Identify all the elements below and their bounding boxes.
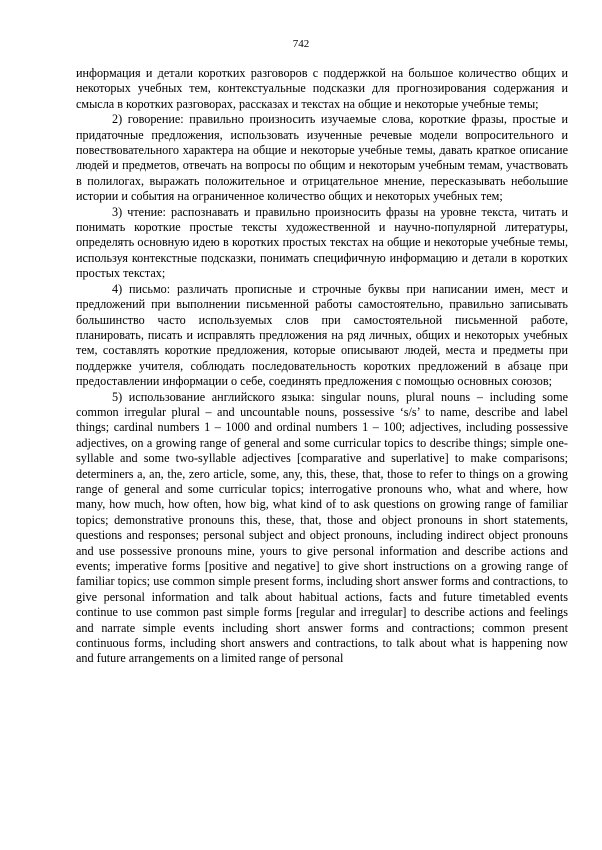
paragraph-writing: 4) письмо: различать прописные и строчные буквы при написании имен, мест и предложений при выполнении письменной работы самостоятельно, правильно записывать большинство часто используемых слов при самостоятельной письменной работе, планировать, писать и исправлять предложения на ряд личных, общих и некоторых учебных тем, составлять короткие предложения, которые описывают людей, места и предметы при поддержке учителя, соблюдать последовательность коротких предложений в абзаце при предоставлении информации о себе, соединять предложения с помощью основных союзов; (76, 281, 568, 389)
page-number: 742 (292, 38, 310, 50)
paragraph-listening-continuation: информация и детали коротких разговоров с поддержкой на большое количество общих и некоторых учебных тем, контекстуальные подсказки для прогнозирования содержания и смысла в коротких разговорах, рассказах и текстах на общие и некоторые учебные темы; (76, 66, 568, 111)
paragraph-speaking: 2) говорение: правильно произносить изучаемые слова, короткие фразы, простые и придаточные предложения, использовать изученные речевые модели вопросительного и повествовательного характера на общие и некоторые учебные темы, давать краткое описание людей и предметов, отвечать на вопросы по общим и некоторым учебным темам, участвовать в полилогах, выражать положительное и отрицательное мнение, пересказывать небольшие истории и события на ограниченное количество общих и некоторых учебных тем; (76, 112, 568, 204)
paragraph-use-of-english: 5) использование английского языка: singular nouns, plural nouns – including some common irregular plural – and uncountable nouns, possessive ‘s/s’ to name, describe and label things; cardinal numbers 1 – 1000 and ordinal numbers 1 – 100; adjectives, including possessive adjectives, on a growing range of general and some curricular topics to describe things; simple one-syllable and some two-syllable adjectives [comparative and superlative] to make comparisons; determiners a, an, the, zero article, some, any, this, these, that, those to refer to things on a growing range of general and some curricular topics; interrogative pronouns who, what and where, how many, how much, how often, how big, what kind of to ask questions on growing range of familiar topics; demonstrative pronouns this, these, that, those and object pronouns in short statements, questions and responses; personal subject and object pronouns, including indirect object pronouns and use possessive pronouns mine, yours to give personal information and describe actions and events; imperative forms [positive and negative] to give short instructions on a growing range of familiar topics; use common simple present forms, including short answer forms and contractions, to give personal information and talk about habitual actions, facts and future timetabled events continue to use common past simple forms [regular and irregular] to describe actions and feelings and narrate simple events including short answer forms and contractions; common present continuous forms, including short answers and contractions, to talk about what is happening now and future arrangements on a limited range of personal (76, 389, 568, 666)
paragraph-reading: 3) чтение: распознавать и правильно произносить фразы на уровне текста, читать и понимать короткие простые тексты художественной и научно-популярной литературы, определять основную идею в коротких простых текстах на общие и некоторые учебные темы, используя контекстные подсказки, понимать специфичную информацию и детали в коротких простых текстах; (76, 204, 568, 281)
body-text (76, 66, 568, 667)
